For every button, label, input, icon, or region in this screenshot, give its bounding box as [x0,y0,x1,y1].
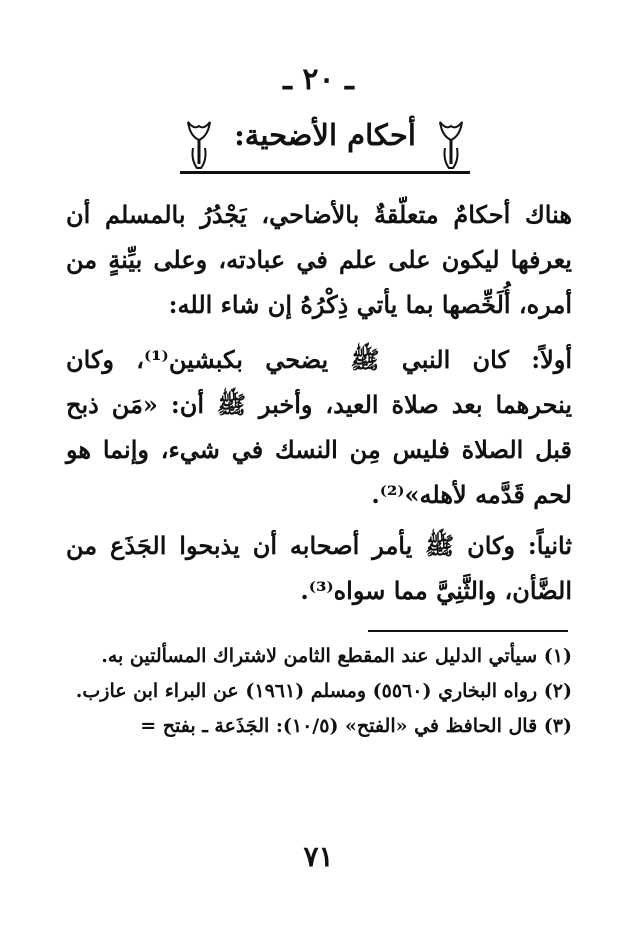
second-ruling-paragraph: ثانياً: وكان ﷺ يأمر أصحابه أن يذبحوا الجَذَع من الضَّأن، والثَّنِيَّ مما سواه⁽³⁾. [66,531,572,605]
section-number: ـ ٢٠ ـ [283,62,354,97]
footnote-1: (١) سيأتي الدليل عند المقطع الثامن لاشتراك المسألتين به. [101,645,572,667]
footnote-2: (٢) رواه البخاري (٥٥٦٠) ومسلم (١٩٦١) عن البراء ابن عازب. [75,680,572,702]
first-ruling-paragraph: أولاً: كان النبي ﷺ يضحي بكبشين⁽¹⁾، وكان ينحرهما بعد صلاة العيد، وأخبر ﷺ أن: «مَن ذبح قبل الصلاة فليس مِن النسك في شيء، وإنما هو لحم قَدَّمه لأهله»⁽²⁾. [66,345,573,509]
tulip-ornament-icon [436,118,466,174]
page-number: ٧١ [303,840,334,873]
footnote-3: (٣) قال الحافظ في «الفتح» (١٠/٥): الجَذَعة ـ بفتح = [140,715,572,737]
intro-paragraph: هناك أحكامٌ متعلّقةٌ بالأضاحي، يَجْدُرُ بالمسلم أن يعرفها ليكون على علم في عبادته، وعلى بيِّنةٍ من أمره، أُلَخِّصها بما يأتي ذِكْرُهُ إن شاء الله: [66,200,572,319]
section-heading [180,112,470,174]
heading-underline [180,171,470,174]
footnote-divider [368,630,568,632]
heading-title: أحكام الأضحية: [234,118,416,152]
footnotes [66,640,572,745]
tulip-ornament-icon [184,118,214,174]
